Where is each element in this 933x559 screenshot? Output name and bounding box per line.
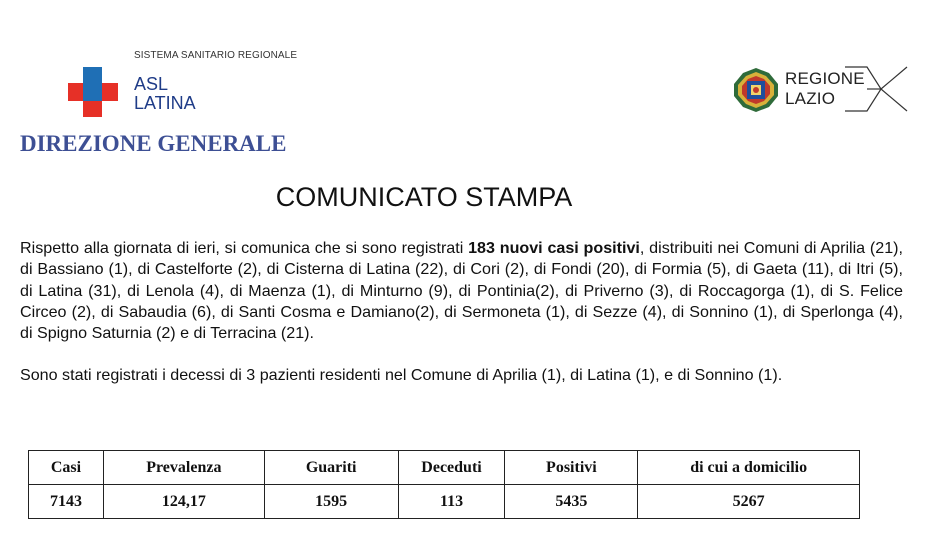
regione-lazio-chevron-icon xyxy=(841,66,911,112)
table-row xyxy=(29,485,860,519)
asl-name xyxy=(134,75,196,113)
column-header-positivi: Positivi xyxy=(505,451,638,485)
cell-casi: 7143 xyxy=(29,485,104,519)
cases-paragraph xyxy=(20,238,903,344)
column-header-casi: Casi xyxy=(29,451,104,485)
cell-guariti: 1595 xyxy=(264,485,398,519)
new-cases-highlight: 183 nuovi casi positivi xyxy=(468,239,640,257)
column-header-guariti: Guariti xyxy=(264,451,398,485)
cases-paragraph-intro: Rispetto alla giornata di ieri, si comunica che si sono registrati xyxy=(20,239,469,257)
cases-paragraph-list: , distribuiti nei Comuni di Aprilia (21), di Bassiano (1), di Castelforte (2), di Cisterna di Latina (22), di Cori (2), di Fondi (20), di Formia (5), di Gaeta (11), di Itri (5), di Latina (31), di Lenola (4), di Maenza (1), di Minturno (9), di Pontinia(2), di Priverno (3), di Roccagorga (1), di S. Felice Circeo (2), di Sabaudia (6), di Santi Cosma e Damiano(2), di Sermoneta (1), di Sezze (4), di Sonnino (1), di Sperlonga (4), di Spigno Saturnia (2) e di Terracina (21). xyxy=(20,239,904,343)
sistema-sanitario-label: SISTEMA SANITARIO REGIONALE xyxy=(134,50,298,61)
cell-positivi: 5435 xyxy=(505,485,638,519)
department-heading: DIREZIONE GENERALE xyxy=(20,131,287,156)
asl-name-line2: LATINA xyxy=(134,93,196,113)
cell-domicilio: 5267 xyxy=(638,485,860,519)
medical-cross-icon xyxy=(68,67,118,117)
regione-lazio-logo xyxy=(733,66,913,118)
page-title: COMUNICATO STAMPA xyxy=(275,182,573,212)
column-header-domicilio: di cui a domicilio xyxy=(638,451,860,485)
regione-line2: LAZIO xyxy=(785,89,836,108)
regione-line1: REGIONE xyxy=(785,69,865,88)
column-header-deceduti: Deceduti xyxy=(398,451,505,485)
deaths-paragraph: Sono stati registrati i decessi di 3 pazienti residenti nel Comune di Aprilia (1), di Latina (1), e di Sonnino (1). xyxy=(20,366,783,385)
body-text xyxy=(20,238,903,387)
asl-latina-logo xyxy=(68,48,328,120)
cell-deceduti: 113 xyxy=(398,485,505,519)
cell-prevalenza: 124,17 xyxy=(103,485,264,519)
regione-lazio-emblem-icon xyxy=(733,67,779,113)
asl-name-line1: ASL xyxy=(134,74,169,94)
statistics-table xyxy=(28,450,860,519)
column-header-prevalenza: Prevalenza xyxy=(103,451,264,485)
table-header-row xyxy=(29,451,860,485)
